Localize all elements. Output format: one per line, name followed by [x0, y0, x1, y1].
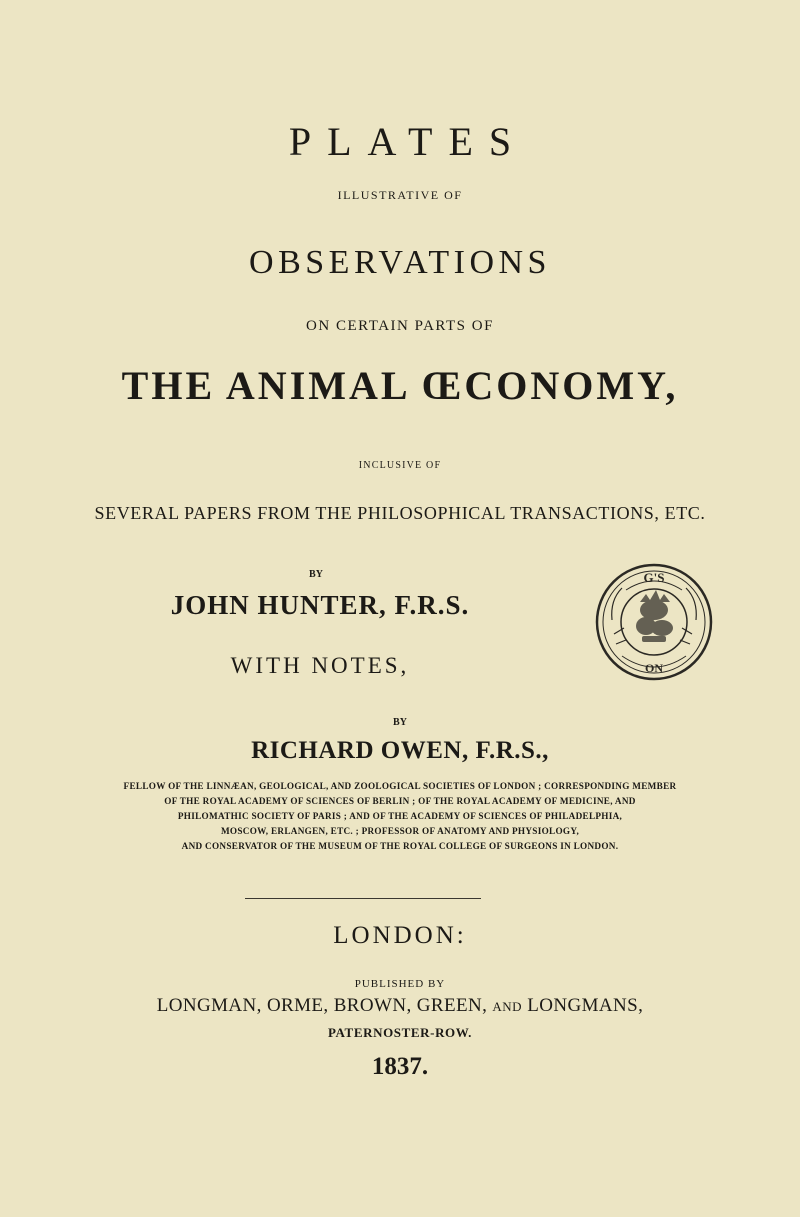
editor-credentials-line: MOSCOW, ERLANGEN, ETC. ; PROFESSOR OF ANATOMY AND PHYSIOLOGY, — [220, 826, 580, 836]
imprint-published-by: PUBLISHED BY — [354, 978, 446, 990]
editor-credentials-line: FELLOW OF THE LINNÆAN, GEOLOGICAL, AND ZOOLOGICAL SOCIETIES OF LONDON ; CORRESPONDING MEMBER — [123, 781, 677, 791]
stamp-text-top: G'S — [643, 570, 665, 585]
title-observations: OBSERVATIONS — [249, 244, 551, 281]
imprint-street: PATERNOSTER-ROW. — [327, 1025, 473, 1040]
imprint-publisher — [0, 995, 800, 1017]
editor-credentials-line: PHILOMATHIC SOCIETY OF PARIS ; AND OF THE ACADEMY OF SCIENCES OF PHILADELPHIA, — [177, 811, 623, 821]
stamp-text-bottom: ON — [645, 661, 663, 675]
publisher-name-part1: LONGMAN, ORME, BROWN, GREEN, — [156, 995, 488, 1016]
with-notes: WITH NOTES, — [230, 653, 410, 678]
publisher-and: AND — [492, 999, 523, 1014]
editor-name: RICHARD OWEN, F.R.S., — [251, 737, 549, 764]
by-label-author: BY — [309, 569, 323, 580]
divider-rule — [245, 898, 481, 899]
imprint-year: 1837. — [371, 1053, 429, 1080]
editor-credentials-line: OF THE ROYAL ACADEMY OF SCIENCES OF BERLIN ; OF THE ROYAL ACADEMY OF MEDICINE, AND — [164, 796, 636, 806]
title-animal-oeconomy: THE ANIMAL ŒCONOMY, — [121, 363, 679, 408]
subtitle-on-certain-parts: ON CERTAIN PARTS OF — [306, 318, 494, 334]
by-label-editor: BY — [393, 717, 407, 728]
library-seal-stamp-icon — [592, 560, 716, 684]
subtitle-illustrative-of: ILLUSTRATIVE OF — [337, 188, 463, 202]
subtitle-inclusive-of: INCLUSIVE OF — [358, 460, 442, 471]
title-plates: PLATES — [288, 119, 528, 164]
author-name: JOHN HUNTER, F.R.S. — [170, 590, 470, 620]
publisher-name-part2: LONGMANS, — [527, 995, 644, 1016]
imprint-city: LONDON: — [333, 922, 467, 949]
editor-credentials-line: AND CONSERVATOR OF THE MUSEUM OF THE ROYAL COLLEGE OF SURGEONS IN LONDON. — [181, 841, 619, 851]
subtitle-several-papers: SEVERAL PAPERS FROM THE PHILOSOPHICAL TRANSACTIONS, ETC. — [94, 503, 706, 523]
